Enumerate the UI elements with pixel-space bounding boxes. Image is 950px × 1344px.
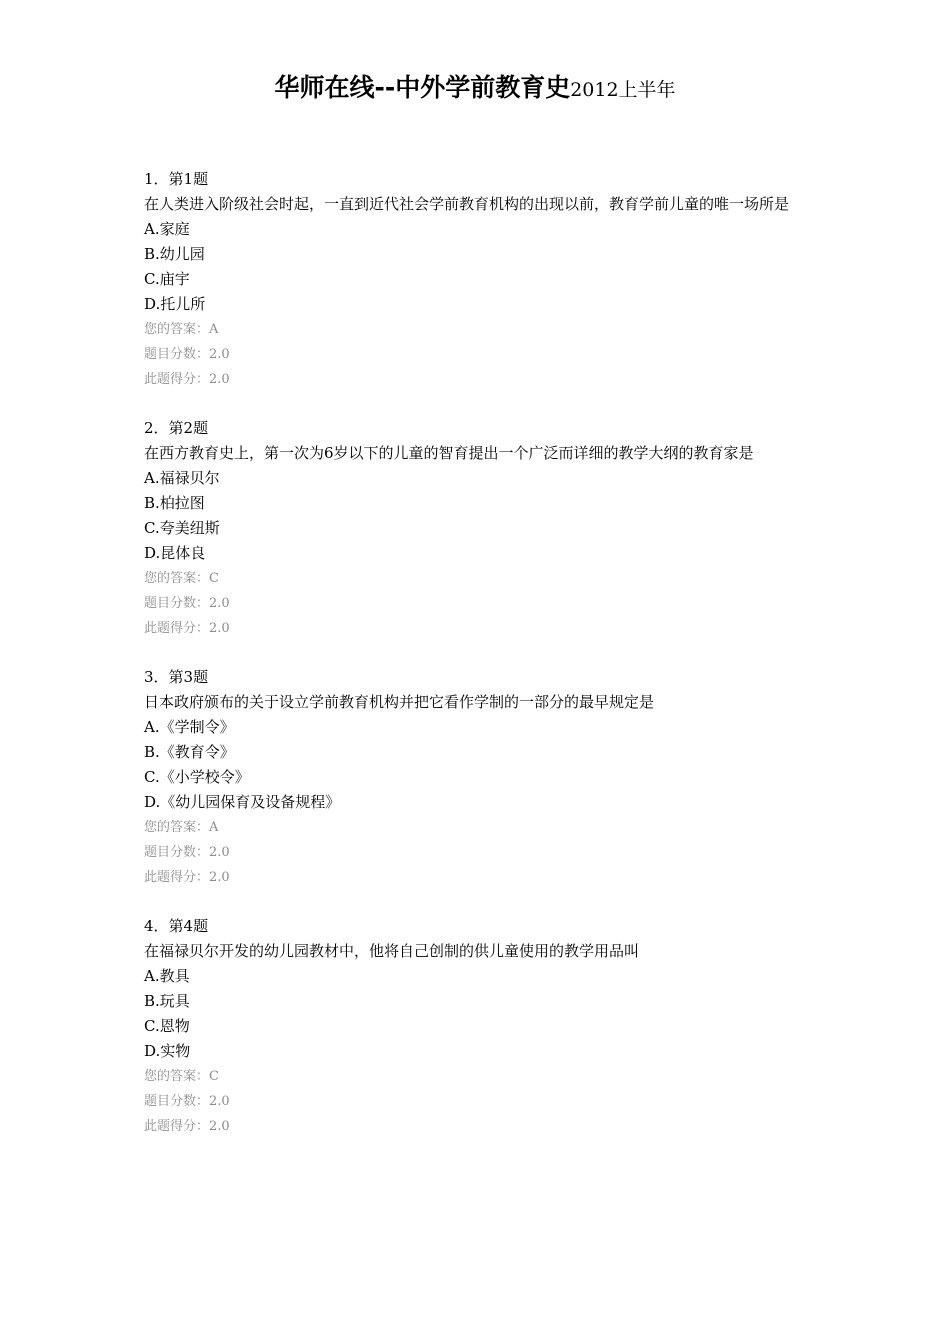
- question-score: 此题得分：2.0: [144, 621, 230, 636]
- question-stem: 在福禄贝尔开发的幼儿园教材中，他将自己创制的供儿童使用的教学用品叫: [144, 942, 640, 960]
- option-d: D.昆体良: [144, 544, 206, 562]
- question-score: 此题得分：2.0: [144, 870, 230, 885]
- question-stem: 在人类进入阶级社会时起，一直到近代社会学前教育机构的出现以前，教育学前儿童的唯一场所是: [144, 195, 790, 213]
- question-points: 题目分数：2.0: [144, 1094, 230, 1109]
- question-list: [144, 167, 819, 1163]
- question-heading: 3．第3题: [144, 668, 209, 686]
- document-title-main: 华师在线--中外学前教育史: [274, 73, 571, 102]
- option-b: B.柏拉图: [144, 494, 205, 512]
- option-a: A.教具: [144, 967, 190, 985]
- question-2: [144, 416, 819, 641]
- option-a: A.福禄贝尔: [144, 469, 220, 487]
- question-score: 此题得分：2.0: [144, 372, 230, 387]
- question-points: 题目分数：2.0: [144, 596, 230, 611]
- question-1: [144, 167, 819, 392]
- option-b: B.幼儿园: [144, 245, 205, 263]
- your-answer: 您的答案：A: [144, 322, 219, 337]
- question-stem: 在西方教育史上，第一次为6岁以下的儿童的智育提出一个广泛而详细的教学大纲的教育家是: [144, 444, 754, 462]
- question-3: [144, 665, 819, 890]
- option-c: C.庙宇: [144, 270, 190, 288]
- option-d: D.《幼儿园保育及设备规程》: [144, 793, 341, 811]
- question-stem: 日本政府颁布的关于设立学前教育机构并把它看作学制的一部分的最早规定是: [144, 693, 655, 711]
- question-points: 题目分数：2.0: [144, 845, 230, 860]
- your-answer: 您的答案：C: [144, 571, 219, 586]
- question-heading: 2．第2题: [144, 419, 209, 437]
- question-points: 题目分数：2.0: [144, 347, 230, 362]
- option-d: D.实物: [144, 1042, 191, 1060]
- question-heading: 4．第4题: [144, 917, 209, 935]
- option-a: A.《学制令》: [144, 718, 235, 736]
- document-title-suffix: 2012上半年: [570, 79, 676, 101]
- option-d: D.托儿所: [144, 295, 206, 313]
- your-answer: 您的答案：C: [144, 1069, 219, 1084]
- option-b: B.玩具: [144, 992, 190, 1010]
- question-score: 此题得分：2.0: [144, 1119, 230, 1134]
- question-4: [144, 914, 819, 1139]
- option-c: C.夸美纽斯: [144, 519, 220, 537]
- question-heading: 1．第1题: [144, 170, 209, 188]
- option-a: A.家庭: [144, 220, 190, 238]
- document-title: [0, 68, 950, 104]
- your-answer: 您的答案：A: [144, 820, 219, 835]
- option-b: B.《教育令》: [144, 743, 235, 761]
- option-c: C.恩物: [144, 1017, 190, 1035]
- option-c: C.《小学校令》: [144, 768, 250, 786]
